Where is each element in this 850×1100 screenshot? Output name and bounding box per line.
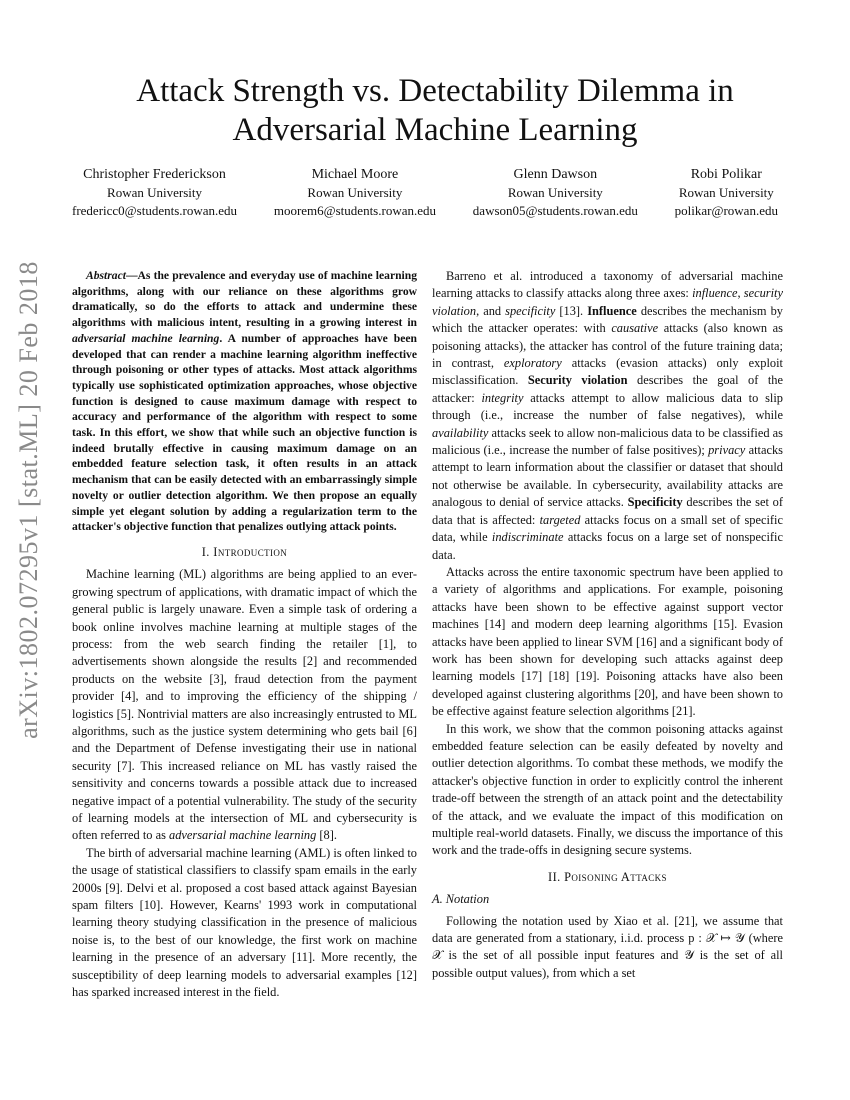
intro-paragraph-2: The birth of adversarial machine learning (AML) is often linked to the usage of statistical classifiers to classify spam emails in the early 2000s [9]. Delvi et al. proposed a cost based attack against Bayesian spam filters [10]. However, Kearns' 1993 work in computational learning theory studying classification in the presence of malicious noise is, to the best of our knowledge, the first work on machine learning in the presence of an adversary [11]. More recently, the susceptibility of deep learning models to adversarial examples [12] has sparked increased interest in the field.	[72, 845, 417, 1000]
e2: security violation	[432, 286, 783, 318]
intro-p1-citation: [8].	[316, 828, 337, 843]
arxiv-identifier	[4, 261, 54, 739]
e1: influence	[692, 286, 738, 301]
taxonomy-paragraph	[432, 268, 783, 564]
abstract-text-1: —As the prevalence and everyday use of machine learning algorithms, along with our reliance on these algorithms grow dramatically, so do the efforts to attack and undermine these algorithms with malicious intent, resulting in a growing interest in	[72, 269, 417, 330]
left-column	[72, 268, 417, 1002]
t1: Barreno et al. introduced a taxonomy of adversarial machine learning attacks to classify attacks along three axes:	[432, 269, 783, 301]
e9: targeted	[539, 512, 581, 527]
t5: describes the mechanism by which the attacker operates: with	[432, 303, 784, 336]
section-heading-poisoning: II. Poisoning Attacks	[548, 869, 667, 884]
author-1	[72, 166, 237, 220]
abstract-text-2: . A number of approaches have been developed that can render a machine learning algorithm ineffective through poisoning or other types of attacks. Most attack algorithms typically use sophisticated optimization approaches, whose objective function is designed to cause maximum damage with respect to accuracy and performance of the algorithm with respect to some task. In this effort, we show that while such an objective function is indeed brutally effective in causing maximum damage on an embedded feature selection task, it often results in an attack mechanism that can be easily detected with an embarrassingly simple novelty or outlier detection algorithm. We then propose an equally simple yet elegant solution by adding a regularization term to the attacker's objective function that penalizes outlying attack points.	[72, 331, 417, 534]
author-affiliation: Rowan University	[307, 185, 403, 200]
b2: Security violation	[527, 373, 628, 388]
author-name: Robi Polikar	[690, 167, 762, 182]
e4: causative	[611, 321, 659, 336]
contribution-paragraph: In this work, we show that the common poisoning attacks against embedded feature selection can be easily defeated by novelty and outlier detection algorithms. To combat these methods, we modify the attacker's objective function in order to explicitly control the inherent trade-off between the strength of an attack point and the detectability of the attack, and we evaluate the impact of this modification on multiple real-world datasets. Finally, we discuss the importance of this work and the trade-offs in designing secure systems.	[432, 721, 783, 858]
t10: attacks seek to allow non-malicious data to be classified as malicious (i.e., increase the number of false positives);	[432, 425, 783, 458]
e7: availability	[432, 425, 489, 440]
t14: attacks focus on a large set of nonspecific data.	[432, 530, 783, 562]
author-name: Christopher Frederickson	[83, 167, 226, 182]
e5: exploratory	[503, 356, 562, 371]
intro-p1-emphasis: adversarial machine learning	[169, 828, 317, 843]
intro-paragraph-1	[72, 566, 417, 845]
intro-p1-text: Machine learning (ML) algorithms are being applied to an ever-growing spectrum of applications, with dramatic impact of which the general public is largely unaware. Even a simple task of ordering a book online involves machine learning at multiple stages of the process: from the web search finding the retailer [1], to advertisements shown alongside the results [2] and recommended products on the website [3], fraud detection from the payment provider [4], and to improving the efficiency of the shipping / logistics [5]. Nontrivial matters are also increasingly entrusted to ML algorithms, such as the justice system determining who gets bail [6] and the Department of Defense investigating their use in national security [7]. This increased reliance on ML has vastly raised the sensitivity and concerns towards a possible attack due to increased negative impact of a potential vulnerability. The study of the security of learning models at the intersection of ML and cybersecurity is often referred to as	[72, 567, 417, 843]
t7: attacks (evasion attacks) only exploit misclassification.	[432, 356, 783, 388]
abstract	[72, 268, 417, 535]
arxiv-identifier-text: arXiv:1802.07295v1 [stat.ML] 20 Feb 2018	[14, 261, 43, 739]
t3: , and	[476, 303, 506, 318]
t8: describes the goal of the attacker:	[432, 373, 783, 405]
abstract-label: Abstract	[86, 269, 126, 282]
t6: attacks (also known as poisoning attacks), the attacker has control of the future training data; in contrast,	[432, 321, 783, 371]
author-block	[72, 166, 778, 220]
t11: attacks attempt to learn information about the classifier or dataset that should not otherwise be available. In cybersecurity, availability attacks are analogous to denial of service attacks.	[432, 443, 783, 510]
abstract-emphasis: adversarial machine learning	[72, 331, 220, 345]
e6: integrity	[481, 390, 524, 405]
author-affiliation: Rowan University	[107, 185, 202, 200]
author-4	[675, 166, 778, 220]
author-email: fredericc0@students.rowan.edu	[72, 203, 238, 218]
t13: attacks focus on a small set of specific data, while	[432, 512, 783, 545]
b1: Influence	[587, 303, 637, 318]
author-affiliation: Rowan University	[678, 185, 774, 200]
notation-paragraph: Following the notation used by Xiao et al. [21], we assume that data are generated from a stationary, i.i.d. process p : 𝒳 ↦ 𝒴 (where 𝒳 is the set of all possible input features and 𝒴 is the set of all possible output values), from which a set	[432, 913, 783, 980]
attacks-paragraph: Attacks across the entire taxonomic spectrum have been applied to a variety of algorithms and applications. For example, poisoning attacks have been shown to be effective against support vector machines [14] and modern deep learning algorithms [15]. Evasion attacks have been applied to linear SVM [16] and a significant body of work has been shown for developing such attacks against deep learning models [17] [18] [19]. Poisoning attacks have also been developed against clustering algorithms [20], and have been shown to be effective against feature selection algorithms [21].	[432, 564, 783, 719]
author-email: polikar@rowan.edu	[674, 203, 778, 218]
author-email: moorem6@students.rowan.edu	[273, 203, 436, 218]
t9: attacks attempt to allow malicious data to slip through (i.e., increase the number of false negatives), while	[432, 390, 783, 423]
author-name: Glenn Dawson	[513, 167, 598, 182]
b3: Specificity	[627, 495, 683, 510]
author-name: Michael Moore	[311, 167, 399, 182]
right-column	[432, 268, 783, 982]
paper-title: Attack Strength vs. Detectability Dilemma in Adversarial Machine Learning	[136, 73, 734, 148]
author-3	[473, 166, 638, 220]
t2: ,	[737, 286, 744, 301]
t4: [13].	[555, 303, 588, 318]
author-2	[274, 166, 436, 220]
e10: indiscriminate	[491, 530, 564, 545]
e3: specificity	[505, 303, 556, 318]
section-heading-introduction: I. Introduction	[201, 544, 288, 559]
author-email: dawson05@students.rowan.edu	[472, 203, 638, 218]
subsection-heading-notation: A. Notation	[432, 892, 490, 907]
e8: privacy	[708, 443, 746, 458]
author-affiliation: Rowan University	[507, 185, 603, 200]
t12: describes the set of data that is affected:	[432, 495, 783, 527]
